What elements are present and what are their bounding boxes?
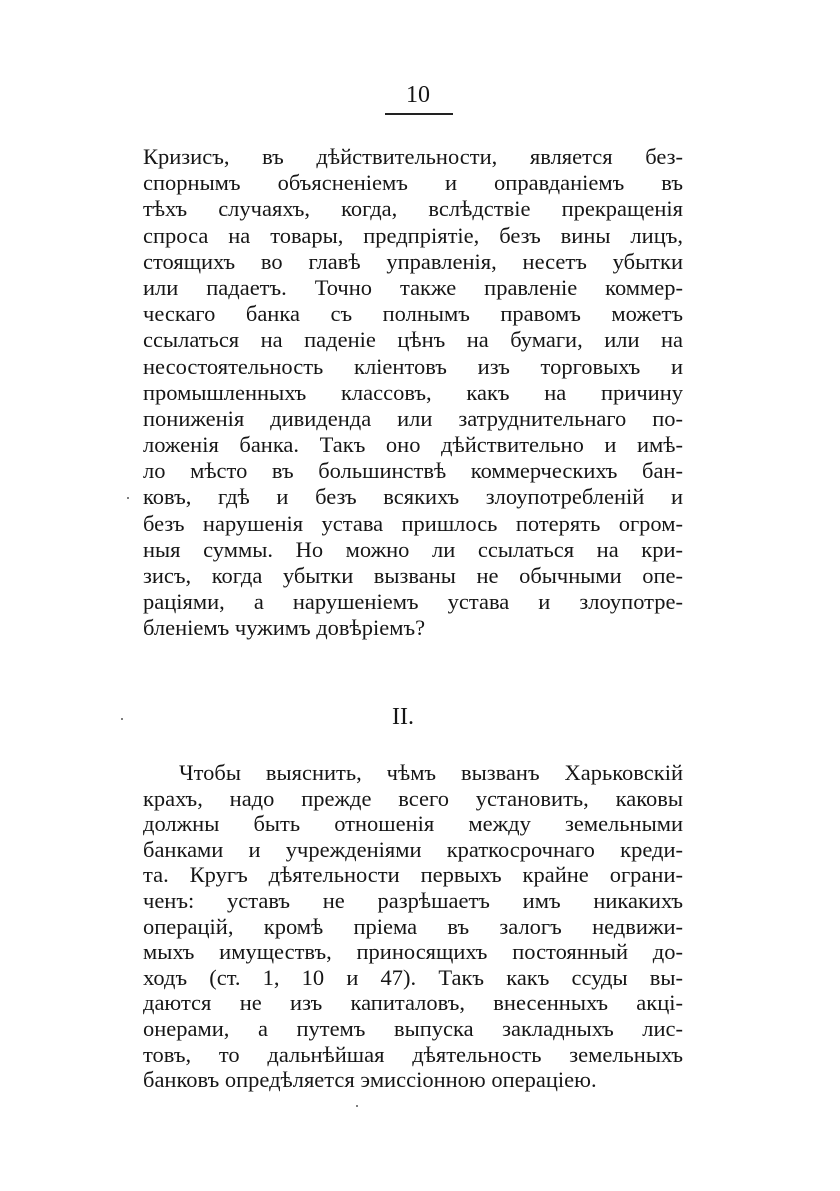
text-line: ходъ (ст. 1, 10 и 47). Такъ какъ ссуды вы- [143, 964, 683, 990]
text-line: даются не изъ капиталовъ, внесенныхъ акці- [143, 990, 683, 1016]
text-line: банковъ опредѣляется эмиссіонною операціею. [143, 1067, 597, 1093]
scan-speck [121, 718, 123, 720]
text-line: мыхъ имуществъ, приносящихъ постоянный до- [143, 939, 683, 965]
page-number: 10 [406, 82, 430, 108]
page-number-rule [385, 113, 453, 115]
paragraph-1 [143, 144, 683, 642]
paragraph-2 [143, 760, 683, 1093]
text-line: должны быть отношенія между земельными [143, 811, 683, 837]
section-heading: II. [392, 704, 414, 730]
text-line: зисъ, когда убытки вызваны не обычными опе- [143, 563, 683, 588]
text-line: безъ нарушенія устава пришлось потерять огром- [143, 510, 683, 536]
text-line: спорнымъ объясненіемъ и оправданіемъ въ [143, 170, 683, 196]
text-line: ченъ: уставъ не разрѣшаетъ имъ никакихъ [143, 887, 683, 913]
scan-speck [127, 497, 129, 499]
text-line: или падаетъ. Точно также правленіе коммер- [143, 274, 683, 300]
text-line: несостоятельность кліентовъ изъ торговыхъ и [143, 353, 683, 379]
scan-speck [356, 1105, 358, 1107]
text-line: банками и учрежденіями краткосрочнаго креди- [143, 836, 683, 862]
text-line: Чтобы выяснить, чѣмъ вызванъ Харьковскій [179, 760, 683, 785]
text-line: стоящихъ во главѣ управленія, несетъ убытки [143, 248, 683, 274]
text-line: ло мѣсто въ большинствѣ коммерческихъ бан- [143, 458, 683, 484]
text-line: ложенія банка. Такъ оно дѣйствительно и имѣ- [143, 432, 683, 458]
text-line: ныя суммы. Но можно ли ссылаться на кри- [143, 536, 683, 562]
text-line: ческаго банка съ полнымъ правомъ можетъ [143, 301, 683, 327]
text-line: Кризисъ, въ дѣйствительности, является без- [143, 144, 683, 169]
text-line: спроса на товары, предпріятіе, безъ вины лицъ, [143, 222, 683, 248]
text-line: ссылаться на паденіе цѣнъ на бумаги, или на [143, 327, 683, 353]
text-line: пониженія дивиденда или затруднительнаго по- [143, 405, 683, 431]
text-line: раціями, а нарушеніемъ устава и злоупотре- [143, 589, 683, 615]
text-line: товъ, то дальнѣйшая дѣятельность земельныхъ [143, 1041, 683, 1067]
text-line: операцій, кромѣ пріема въ залогъ недвижи- [143, 913, 683, 939]
text-line: та. Кругъ дѣятельности первыхъ крайне ограни- [143, 862, 683, 888]
text-line: крахъ, надо прежде всего установить, каковы [143, 785, 683, 811]
text-line: ковъ, гдѣ и безъ всякихъ злоупотребленій и [143, 484, 683, 510]
text-line: бленіемъ чужимъ довѣріемъ? [143, 615, 426, 641]
text-line: онерами, а путемъ выпуска закладныхъ лис- [143, 1015, 683, 1041]
text-line: тѣхъ случаяхъ, когда, вслѣдствіе прекращенія [143, 196, 683, 222]
text-line: промышленныхъ классовъ, какъ на причину [143, 379, 683, 405]
